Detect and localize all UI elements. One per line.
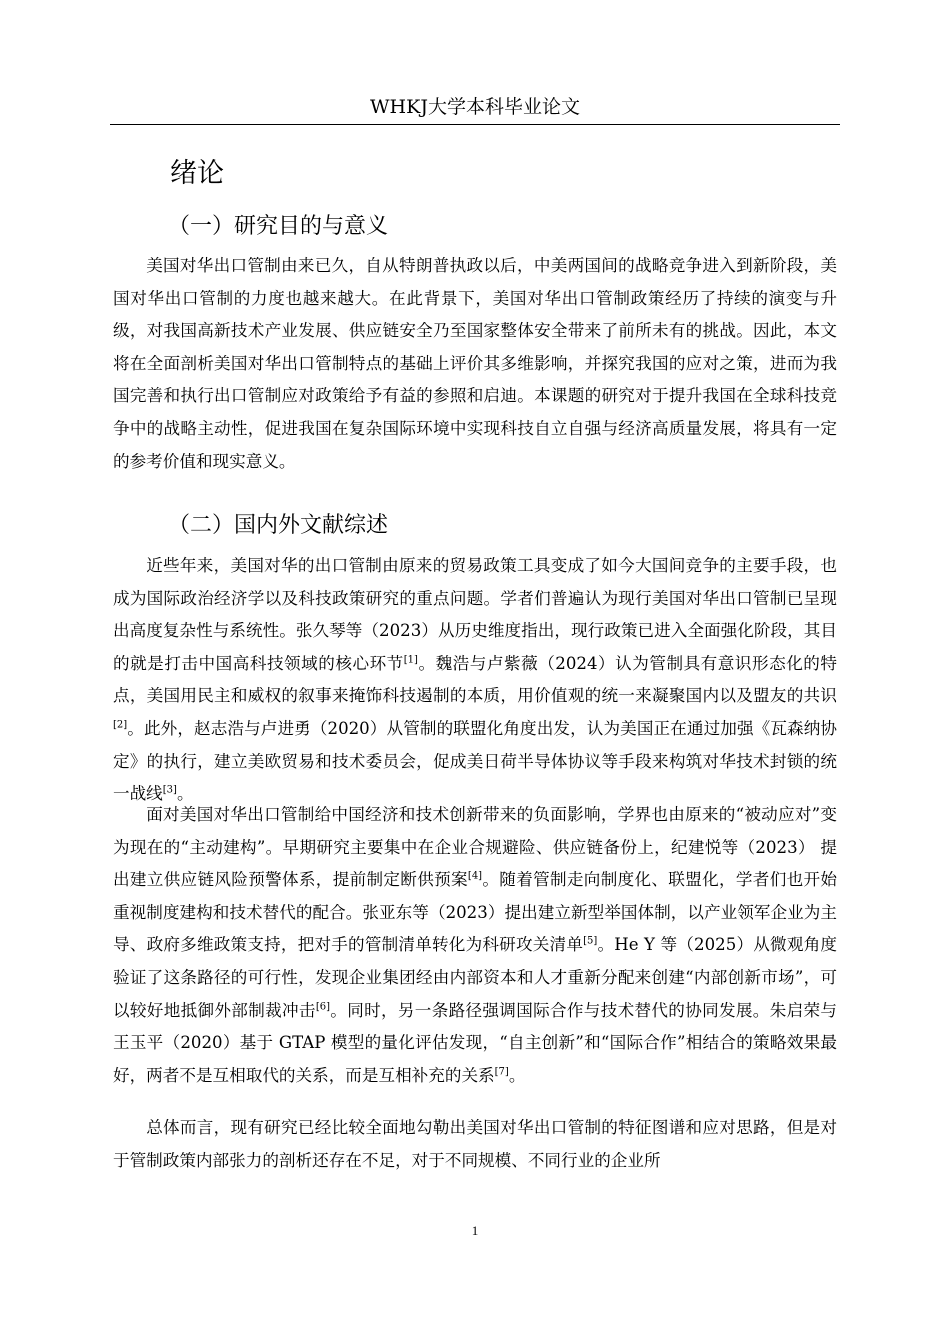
- paragraph-text: 近些年来，美国对华的出口管制由原来的贸易政策工具变成了如今大国间竞争的主要手段，也成为国际政治经济学以及科技政策研究的重点问题。学者们普遍认为现行美国对华出口管制已呈现出高度复杂性与系统性。张久琴等（2023）从历史维度指出，现行政策已进入全面强化阶段，其目的就是打击中国高科技领域的核心环节: [113, 556, 837, 673]
- citation-marker: [4]: [467, 870, 483, 882]
- paragraph-purpose: 美国对华出口管制由来已久，自从特朗普执政以后，中美两国间的战略竞争进入到新阶段，美国对华出口管制的力度也越来越大。在此背景下，美国对华出口管制政策经历了持续的演变与升级，对我国高新技术产业发展、供应链安全乃至国家整体安全带来了前所未有的挑战。因此，本文将在全面剖析美国对华出口管制特点的基础上评价其多维影响，并探究我国的应对之策，进而为我国完善和执行出口管制应对政策给予有益的参照和启迪。本课题的研究对于提升我国在全球科技竞争中的战略主动性，促进我国在复杂国际环境中实现科技自立自强与经济高质量发展，将具有一定的参考价值和现实意义。: [113, 256, 837, 471]
- subsection-heading-literature-review: （二）国内外文献综述: [168, 513, 389, 538]
- citation-marker: [5]: [583, 935, 598, 947]
- paragraph-text: 。同时，另一条路径强调国际合作与技术替代的协同发展。朱启荣与王玉平（2020）基于 GTAP 模型的量化评估发现，“自主创新”和“国际合作”相结合的策略效果最好，两者不是互相取代的关系，而是互相补充的关系: [113, 1000, 838, 1085]
- section-title: 绪论: [170, 158, 224, 189]
- citation-marker: [7]: [494, 1066, 509, 1078]
- paragraph-literature-1: [113, 550, 837, 811]
- paragraph-literature-2: [113, 799, 837, 1092]
- paragraph-literature-summary: 总体而言，现有研究已经比较全面地勾勒出美国对华出口管制的特征图谱和应对思路，但是对于管制政策内部张力的剖析还存在不足，对于不同规模、不同行业的企业所: [113, 1118, 837, 1170]
- paragraph-text: 。: [508, 1065, 526, 1085]
- paragraph-text: 面对美国对华出口管制给中国经济和技术创新带来的负面影响，学界也由原来的“被动应对”变为现在的“主动建构”。早期研究主要集中在企业合规避险、供应链备份上，纪建悦等（2023） 提出建立供应链风险预警体系，提前制定断供预案: [113, 805, 837, 890]
- page-number: 1: [471, 1223, 479, 1238]
- header-divider: [110, 124, 840, 125]
- header-title: WHKJ大学本科毕业论文: [370, 96, 580, 118]
- paragraph-text: 。魏浩与卢紫薇（2024）认为管制具有意识形态化的特点，美国用民主和威权的叙事来掩饰科技遏制的本质，用价值观的统一来凝聚国内以及盟友的共识: [113, 653, 837, 706]
- paragraph-text: 。He Y 等（2025）从微观角度验证了这条路径的可行性，发现企业集团经由内部资本和人才重新分配来创建“内部创新市场”，可以较好地抵御外部制裁冲击: [113, 935, 837, 1020]
- citation-marker: [1]: [403, 654, 418, 666]
- page-header: [110, 94, 840, 124]
- citation-marker: [2]: [113, 719, 128, 731]
- paragraph-text: 。此外，赵志浩与卢进勇（2020）从管制的联盟化角度出发，认为美国正在通过加强《瓦森纳协定》的执行，建立美欧贸易和技术委员会，促成美日荷半导体协议等手段来构筑对华技术封锁的统一战线: [113, 718, 837, 804]
- citation-marker: [3]: [162, 784, 177, 796]
- paragraph-text: 。: [176, 784, 194, 804]
- paragraph-text: 。随着管制走向制度化、联盟化，学者们也开始重视制度建构和技术替代的配合。张亚东等（2023）提出建立新型举国体制，以产业领军企业为主导、政府多维政策支持，把对手的管制清单转化为科研攻关清单: [113, 870, 838, 955]
- subsection-heading-purpose: （一）研究目的与意义: [168, 214, 389, 239]
- citation-marker: [6]: [315, 1001, 330, 1013]
